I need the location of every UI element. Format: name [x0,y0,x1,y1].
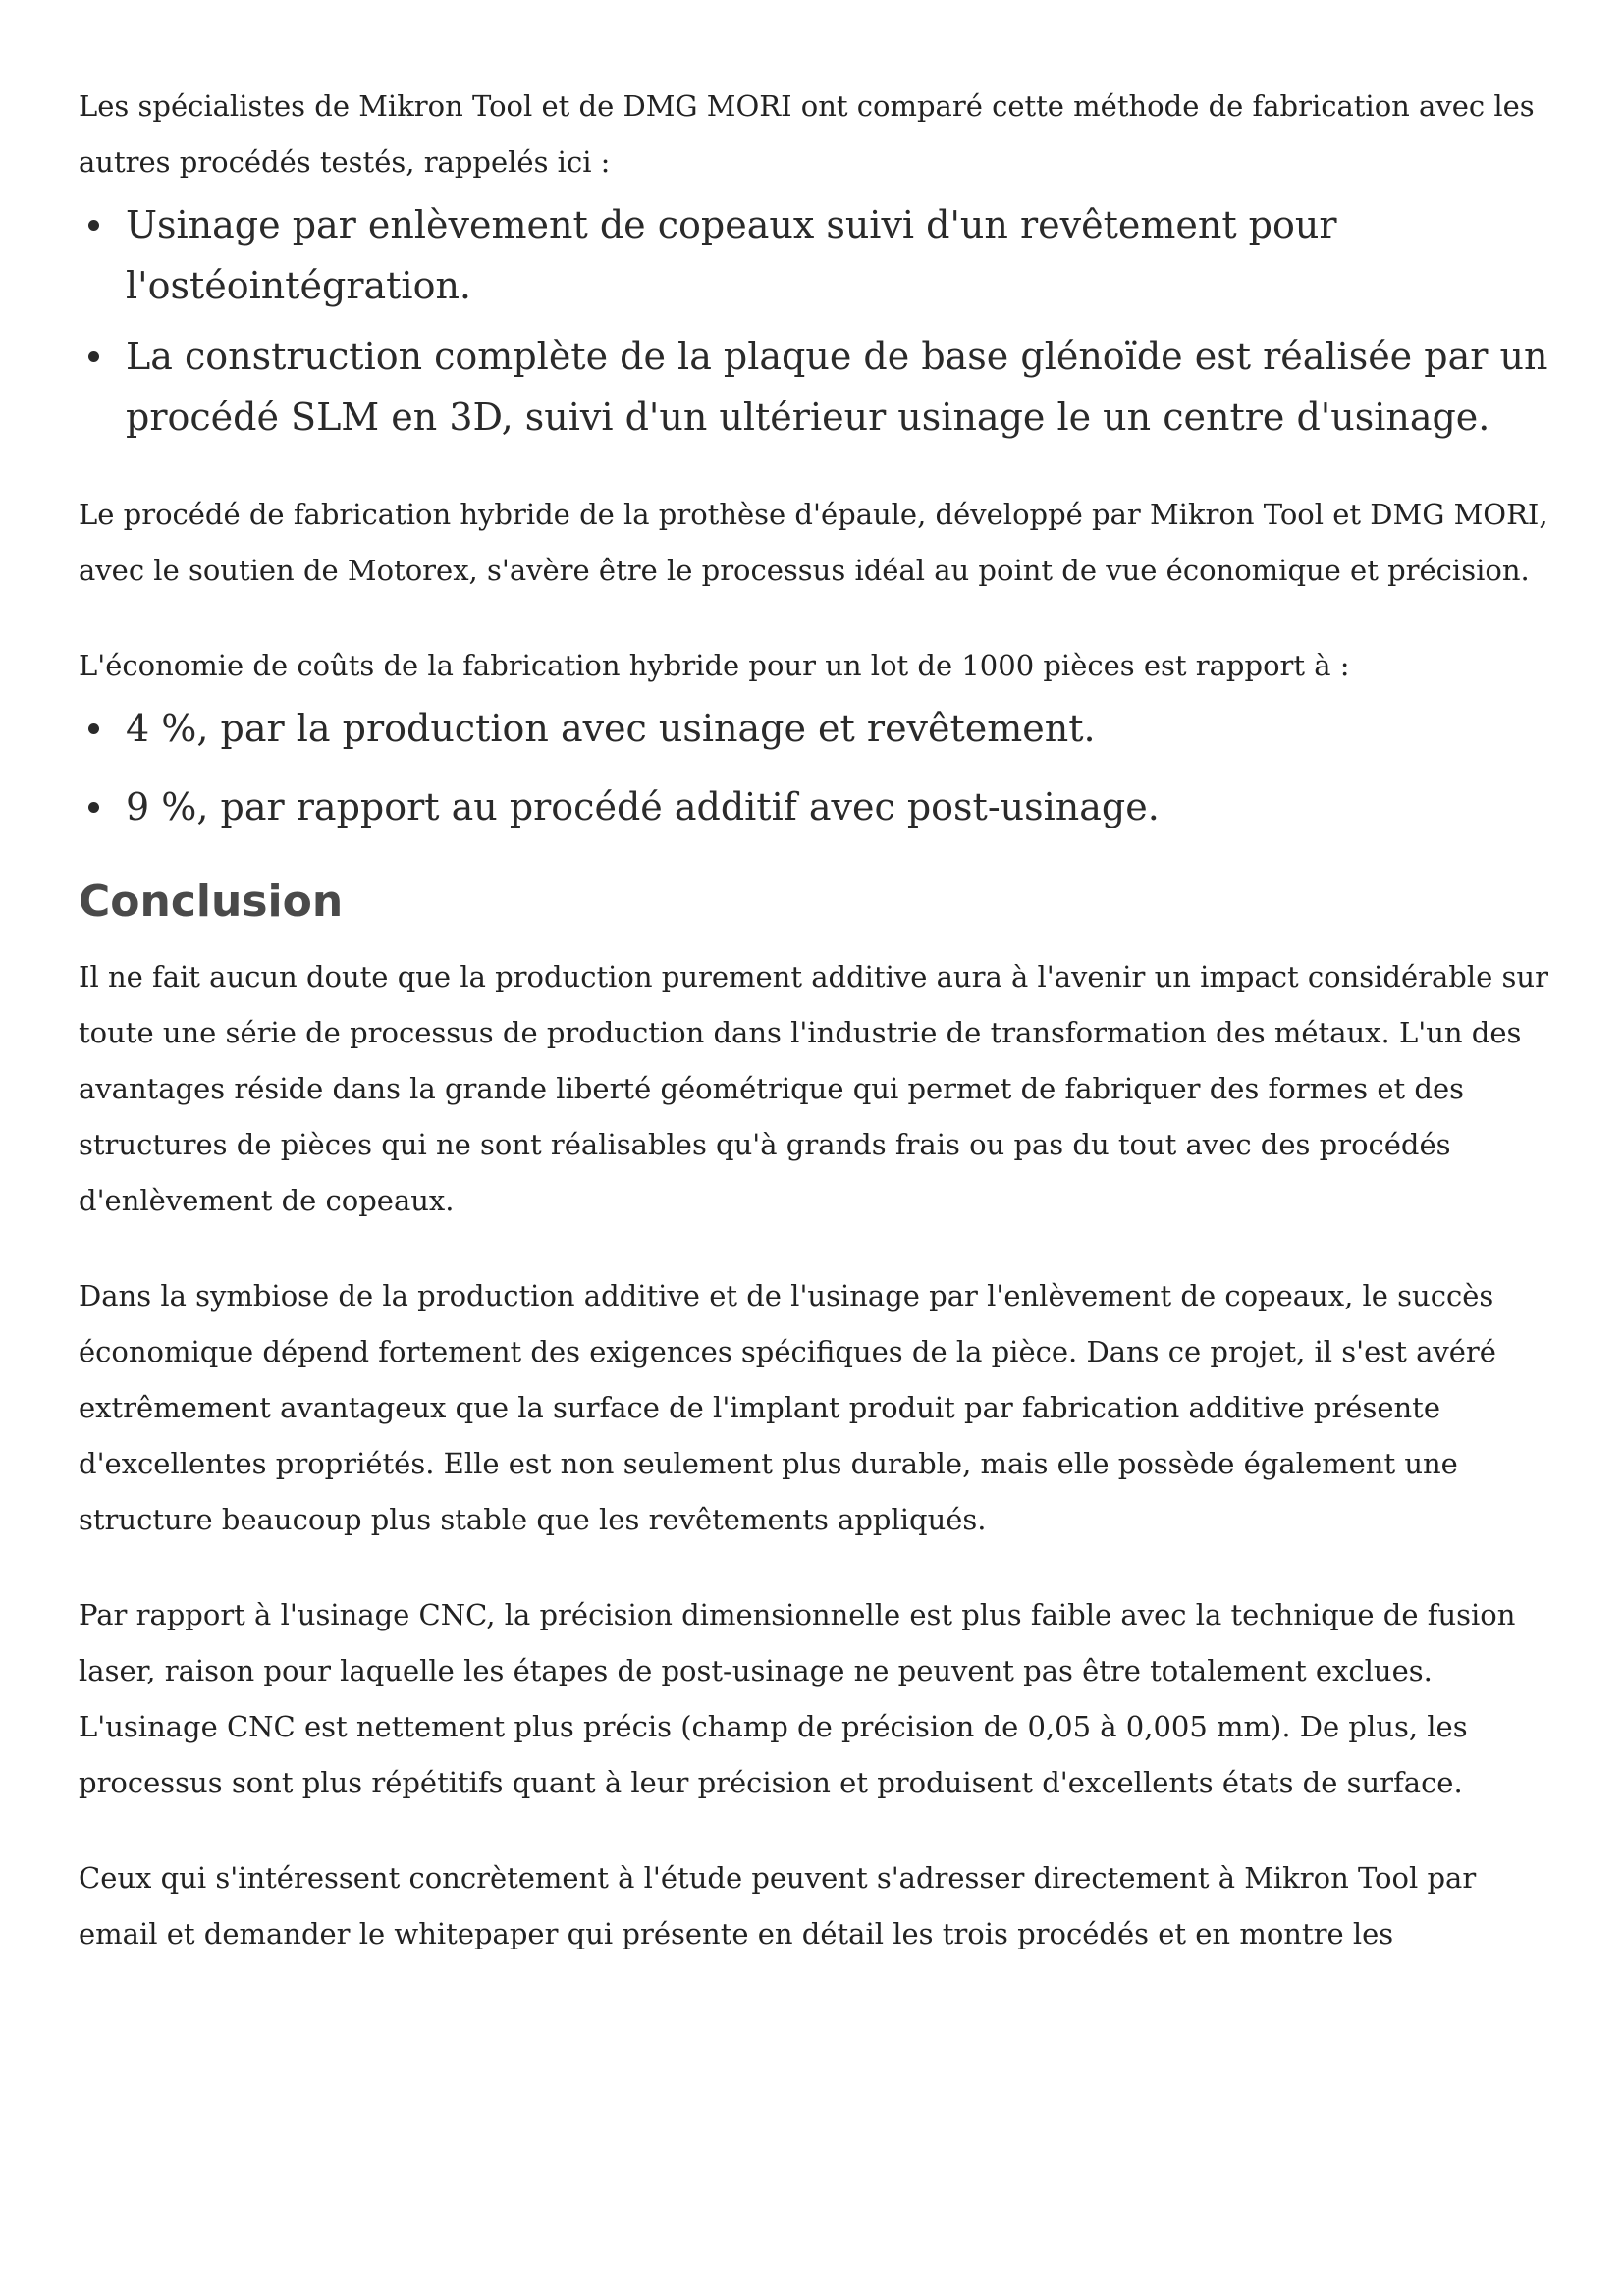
bullet-icon [88,220,99,231]
conclusion-paragraph: Ceux qui s'intéressent concrètement à l'étude peuvent s'adresser directement à Mikron Tool par email et demander le whitepaper qui présente en détail les trois procédés et en montre les [79,1861,1477,1950]
list-item-text: Usinage par enlèvement de copeaux suivi d'un revêtement pour l'ostéointégration. [126,203,1337,307]
conclusion-paragraph: Par rapport à l'usinage CNC, la précision dimensionnelle est plus faible avec la technique de fusion laser, raison pour laquelle les étapes de post-usinage ne peuvent pas être totalement exclues. L'usinage CNC est nettement plus précis (champ de précision de 0,05 à 0,005 mm). De plus, les processus sont plus répétitifs quant à leur précision et produisent d'excellents états de surface. [79,1598,1516,1799]
conclusion-heading: Conclusion [79,877,344,927]
list-item [79,194,1561,316]
list-item-text: 4 %, par la production avec usinage et revêtement. [126,707,1096,750]
list-item-text: La construction complète de la plaque de base glénoïde est réalisée par un procédé SLM en 3D, suivi d'un ultérieur usinage le un centre d'usinage. [126,335,1548,439]
savings-intro: L'économie de coûts de la fabrication hybride pour un lot de 1000 pièces est rapport à : [79,649,1350,682]
bullet-icon [88,723,99,734]
bullet-icon [88,802,99,813]
conclusion-paragraph: Il ne fait aucun doute que la production purement additive aura à l'avenir un impact considérable sur toute une série de processus de production dans l'industrie de transformation des métaux. L'un des avantages réside dans la grande liberté géométrique qui permet de fabriquer des formes et des structures de pièces qui ne sont réalisables qu'à grands frais ou pas du tout avec des procédés d'enlèvement de copeaux. [79,960,1548,1217]
conclusion-paragraph: Dans la symbiose de la production additive et de l'usinage par l'enlèvement de copeaux, le succès économique dépend fortement des exigences spécifiques de la pièce. Dans ce projet, il s'est avéré extrêmement avantageux que la surface de l'implant produit par fabrication additive présente d'excellentes propriétés. Elle est non seulement plus durable, mais elle possède également une structure beaucoup plus stable que les revêtements appliqués. [79,1279,1496,1536]
intro-paragraph: Les spécialistes de Mikron Tool et de DMG MORI ont comparé cette méthode de fabrication avec les autres procédés testés, rappelés ici : [79,89,1535,179]
savings-list [79,698,1561,837]
list-item [79,326,1561,448]
bullet-icon [88,351,99,362]
list-item [79,776,1561,837]
list-item-text: 9 %, par rapport au procédé additif avec post-usinage. [126,785,1160,828]
list-item [79,698,1561,759]
hybrid-paragraph: Le procédé de fabrication hybride de la prothèse d'épaule, développé par Mikron Tool et DMG MORI, avec le soutien de Motorex, s'avère être le processus idéal au point de vue économique et précision. [79,498,1548,587]
article-body [79,79,1561,1962]
process-list [79,194,1561,448]
